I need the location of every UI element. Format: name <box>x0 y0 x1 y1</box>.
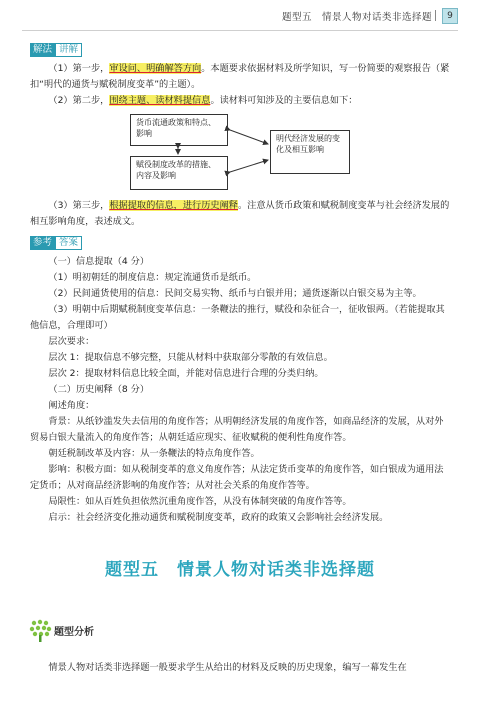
step3-rest: 。注意从货币政策和赋税制度变革与社会经济发展的相互影响角度，表述成文。 <box>30 200 450 227</box>
analysis-label: 题型分析 <box>54 627 94 638</box>
header-divider <box>435 10 436 21</box>
arrow-tax <box>230 160 268 172</box>
answer-line: 局限性：如从百姓负担依然沉重角度作答，从没有体制突破的角度作答等。 <box>48 496 352 507</box>
answer-body <box>30 254 450 526</box>
answer-line: 影响：积极方面：如从税制变革的意义角度作答；从法定货币变革的角度作答，如白银成为通用法定货币；从对商品经济影响的角度作答；从对社会关系的角度作答等。 <box>30 464 444 491</box>
answer-line: 阐述角度： <box>48 400 95 411</box>
answer-line: 朝廷税制改革及内容：从一条鞭法的特点角度作答。 <box>48 448 260 459</box>
diagram-box-currency: 货币流通政策和特点、影响 <box>130 114 228 146</box>
solution-step1 <box>30 61 450 93</box>
solution-step2 <box>30 93 450 109</box>
answer-line: 层次 2：提取材料信息比较全面，并能对信息进行合理的分类归纳。 <box>48 368 324 379</box>
info-diagram <box>30 112 450 194</box>
answer-line: 启示：社会经济变化推动通货和赋税制度变革，政府的政策又会影响社会经济发展。 <box>48 512 389 523</box>
section-title: 题型五 情景人物对话类非选择题 <box>105 560 375 580</box>
tree-icon <box>28 617 52 643</box>
answer-line: 层次要求： <box>48 336 95 347</box>
answer-line: （1）明初朝廷的制度信息：规定流通货币是纸币。 <box>48 272 257 283</box>
intro-paragraph <box>30 660 450 676</box>
analysis-heading <box>28 617 148 643</box>
answer-tag-b: 答案 <box>55 236 82 250</box>
page-header <box>0 0 480 30</box>
solution-tag-a: 解法 <box>30 43 55 57</box>
intro-text: 情景人物对话类非选择题一般要求学生从给出的材料及反映的历史现象，编写一幕发生在 <box>48 662 407 673</box>
step1-prefix: （1）第一步， <box>48 63 110 74</box>
answer-line: （2）民间通货使用的信息：民间交易实物、纸币与白银并用；通货逐渐以白银交易为主等。 <box>48 288 422 299</box>
step2-rest: 。读材料可知涉及的主要信息如下： <box>210 95 358 106</box>
answer-line: 背景：从纸钞滥发失去信用的角度作答；从明朝经济发展的角度作答，如商品经济的发展，从对外贸易白银大量流入的角度作答；从朝廷适应现实、征收赋税的便利性角度作答。 <box>30 416 444 443</box>
answer-line: 层次 1：提取信息不够完整，只能从材料中获取部分零散的有效信息。 <box>48 352 333 363</box>
solution-step3 <box>30 198 450 230</box>
page-number: 9 <box>442 8 458 24</box>
answer-line: （3）明朝中后期赋税制度变革信息：一条鞭法的推行，赋役和杂征合一，征收银两。（若能提取其他信息，合理即可） <box>30 304 445 331</box>
diagram-box-economy: 明代经济发展的变化及相互影响 <box>270 130 350 174</box>
running-title: 题型五 情景人物对话类非选择题 <box>281 12 432 23</box>
diagram-box-tax: 赋役制度改革的措施、内容及影响 <box>130 156 228 190</box>
step3-highlight: 根据提取的信息，进行历史阐释 <box>109 200 238 211</box>
answer-line: （二）历史阐释（8 分） <box>48 384 150 395</box>
step1-rest: 。本题要求依据材料及所学知识，写一份简要的观察报告（紧扣“明代的通货与赋税制度变革”的主题）。 <box>30 63 450 90</box>
step2-prefix: （2）第二步， <box>48 95 110 106</box>
header-rule <box>22 30 458 31</box>
solution-tag <box>30 43 82 57</box>
answer-tag <box>30 236 82 250</box>
step3-prefix: （3）第三步， <box>48 200 110 211</box>
diagram-arrows <box>30 112 450 194</box>
answer-line: （一）信息提取（4 分） <box>48 256 150 267</box>
step2-highlight: 围绕主题、读材料提信息 <box>109 95 211 106</box>
step1-highlight: 审设问、明确解答方向 <box>109 63 202 74</box>
arrow-currency <box>230 130 268 144</box>
answer-tag-a: 参考 <box>30 236 55 250</box>
solution-tag-b: 讲解 <box>55 43 82 57</box>
main-content <box>30 42 450 526</box>
